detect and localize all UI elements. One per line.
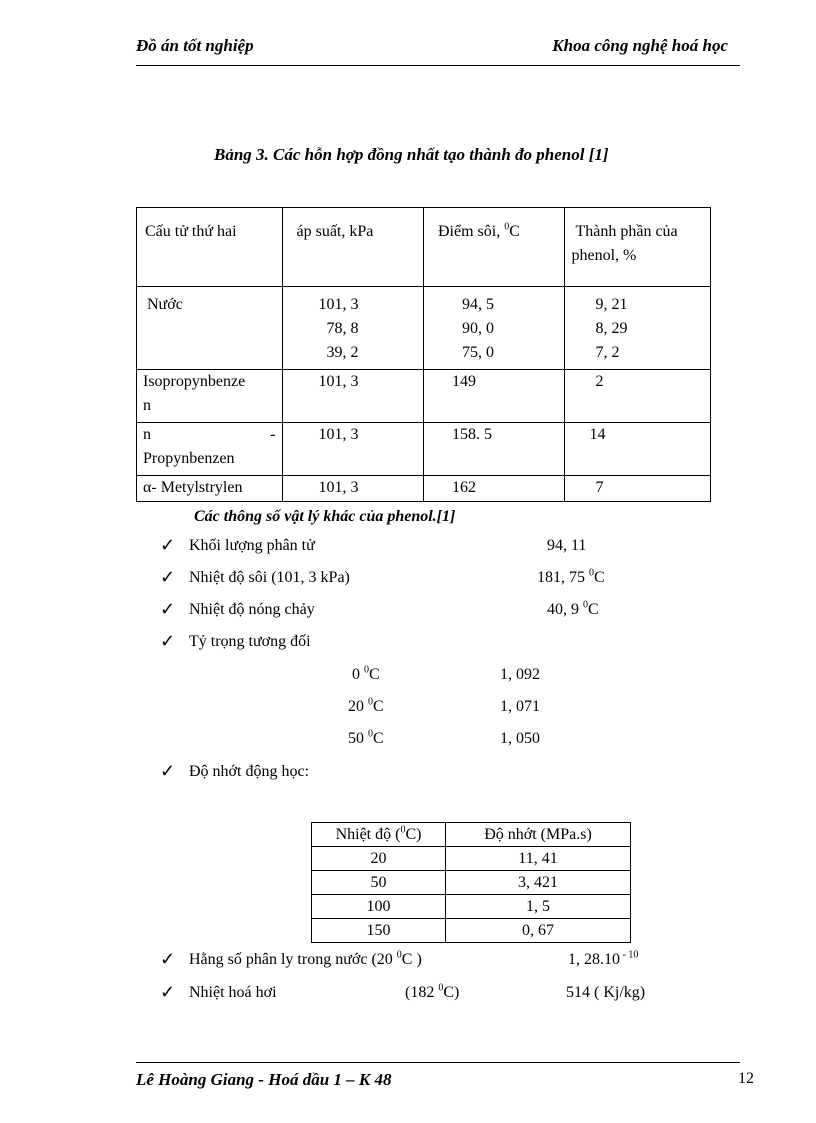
header-cell-viscosity: Độ nhớt (MPa.s) — [446, 823, 631, 847]
page-number: 12 — [738, 1070, 754, 1087]
density-value: 1, 050 — [500, 730, 540, 747]
check-icon: ✓ — [160, 599, 176, 619]
cell-boiling: 158. 5 — [423, 423, 564, 476]
table-row — [137, 423, 711, 476]
cell-component: Isopropynbenze n — [137, 370, 283, 423]
cell-pressure: 101, 3 78, 8 39, 2 — [282, 287, 423, 370]
viscosity-label: Độ nhớt động học: — [189, 763, 310, 780]
cell-component: α- Metylstrylen — [137, 476, 283, 502]
melting-point-label: Nhiệt độ nóng chảy — [189, 601, 315, 618]
table-row — [312, 919, 631, 943]
cell-boiling: 149 — [423, 370, 564, 423]
check-icon: ✓ — [160, 982, 176, 1002]
boiling-point-value: 181, 75 $^0$C — [537, 567, 605, 586]
dissociation-value: 1, 28.10 $^{- 10}$ — [568, 949, 639, 968]
cell-phenol: 14 — [565, 423, 711, 476]
cell-temp: 100 — [312, 895, 446, 919]
cell-viscosity: 3, 421 — [446, 871, 631, 895]
properties-title: Các thông số vật lý khác của phenol.[1] — [194, 508, 456, 525]
cell-component: n - Propynbenzen — [137, 423, 283, 476]
footer-rule — [136, 1062, 740, 1063]
header-cell-phenol: Thành phần của phenol, % — [565, 208, 711, 287]
molecular-weight-label: Khối lượng phân tử — [189, 537, 315, 554]
cell-temp: 20 — [312, 847, 446, 871]
table-header-row — [137, 208, 711, 287]
check-icon: ✓ — [160, 631, 176, 651]
cell-pressure: 101, 3 — [282, 476, 423, 502]
table-row — [137, 476, 711, 502]
header-rule — [136, 65, 740, 66]
header-cell-pressure: áp suất, kPa — [282, 208, 423, 287]
cell-viscosity: 1, 5 — [446, 895, 631, 919]
cell-phenol: 9, 21 8, 29 7, 2 — [565, 287, 711, 370]
vaporization-value: 514 ( Kj/kg) — [566, 984, 646, 1001]
cell-component: Nước — [137, 287, 283, 370]
boiling-point-label: Nhiệt độ sôi (101, 3 kPa) — [189, 569, 350, 586]
density-label: Tỷ trọng tương đối — [189, 633, 311, 650]
cell-temp: 50 — [312, 871, 446, 895]
check-icon: ✓ — [160, 535, 176, 555]
cell-phenol: 7 — [565, 476, 711, 502]
header-title-left: Đồ án tốt nghiệp — [136, 36, 254, 55]
table-row — [137, 287, 711, 370]
header-cell-temp: Nhiệt độ ($^0$C) — [312, 823, 446, 847]
azeotrope-table — [136, 207, 711, 502]
cell-boiling: 162 — [423, 476, 564, 502]
table-row — [137, 370, 711, 423]
cell-phenol: 2 — [565, 370, 711, 423]
table-header-row — [312, 823, 631, 847]
cell-temp: 150 — [312, 919, 446, 943]
footer-author: Lê Hoàng Giang - Hoá dầu 1 – K 48 — [136, 1070, 392, 1089]
viscosity-table — [311, 822, 631, 943]
melting-point-value: 40, 9 $^0$C — [547, 599, 599, 618]
vaporization-condition: (182 $^0$C) — [405, 982, 460, 1001]
check-icon: ✓ — [160, 949, 176, 969]
header-cell-component: Cấu tử thứ hai — [137, 208, 283, 287]
dissociation-label: Hằng số phân ly trong nước (20 $^0$C ) — [189, 949, 422, 968]
cell-boiling: 94, 5 90, 0 75, 0 — [423, 287, 564, 370]
density-temp: 20 $^0$C — [348, 696, 384, 715]
check-icon: ✓ — [160, 567, 176, 587]
molecular-weight-value: 94, 11 — [547, 537, 587, 554]
table-row — [312, 847, 631, 871]
table-row — [312, 895, 631, 919]
cell-viscosity: 11, 41 — [446, 847, 631, 871]
density-value: 1, 092 — [500, 666, 540, 683]
density-value: 1, 071 — [500, 698, 540, 715]
check-icon: ✓ — [160, 761, 176, 781]
density-temp: 0 $^0$C — [352, 664, 380, 683]
table-caption: Bảng 3. Các hỗn hợp đồng nhất tạo thành đo phenol [1] — [214, 145, 609, 164]
vaporization-label: Nhiệt hoá hơi — [189, 984, 277, 1001]
cell-pressure: 101, 3 — [282, 370, 423, 423]
header-cell-boiling: Điểm sôi, $^0$C — [423, 208, 564, 287]
cell-pressure: 101, 3 — [282, 423, 423, 476]
cell-viscosity: 0, 67 — [446, 919, 631, 943]
header-title-right: Khoa công nghệ hoá học — [552, 36, 728, 55]
density-temp: 50 $^0$C — [348, 728, 384, 747]
table-row — [312, 871, 631, 895]
